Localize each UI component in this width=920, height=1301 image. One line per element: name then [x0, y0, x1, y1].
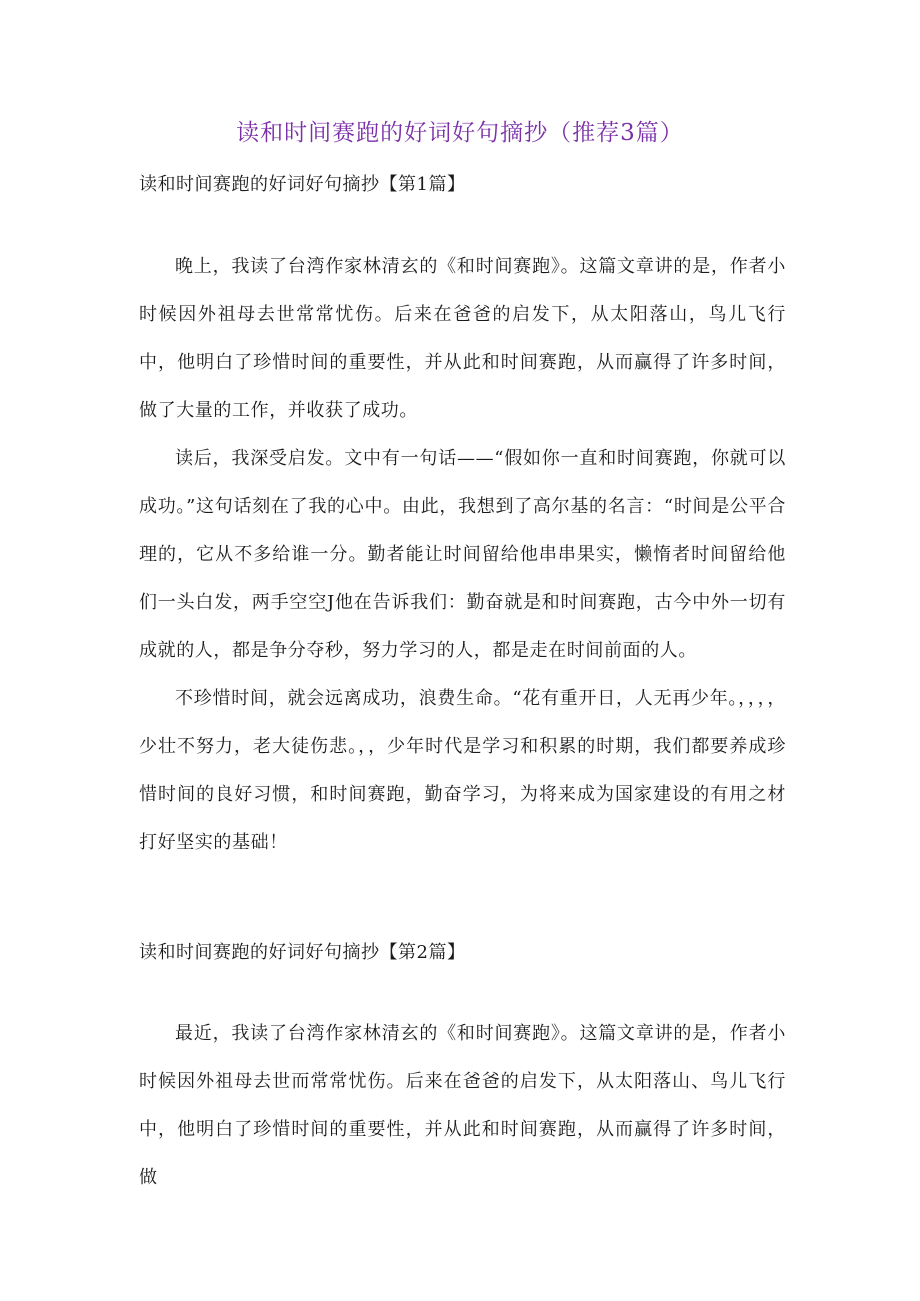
section-heading-2: 读和时间赛跑的好词好句摘抄【第2篇】 — [139, 942, 466, 963]
section-heading-1: 读和时间赛跑的好词好句摘抄【第1篇】 — [139, 174, 466, 195]
paragraph: 晚上，我读了台湾作家林清玄的《和时间赛跑》。这篇文章讲的是，作者小时候因外祖母去世常常忧伤。后来在爸爸的启发下，从太阳落山，鸟儿飞行中，他明白了珍惜时间的重要性，并从此和时间赛跑，从而赢得了许多时间，做了大量的工作，并收获了成功。 — [139, 256, 786, 421]
document-title: 读和时间赛跑的好词好句摘抄（推荐3篇） — [236, 120, 684, 146]
paragraph: 读后，我深受启发。文中有一句话——“假如你一直和时间赛跑，你就可以成功。”这句话刻在了我的心中。由此，我想到了高尔基的名言：“时间是公平合理的，它从不多给谁一分。勤者能让时间留给他串串果实，懒惰者时间留给他们一头白发，两手空空J他在告诉我们：勤奋就是和时间赛跑，古今中外一切有成就的人，都是争分夺秒，努力学习的人，都是走在时间前面的人。 — [139, 448, 786, 661]
paragraph: 不珍惜时间，就会远离成功，浪费生命。“花有重开日，人无再少年。，，，，少壮不努力，老大徒伤悲。，，少年时代是学习和积累的时期，我们都要养成珍惜时间的良好习惯，和时间赛跑，勤奋学习，为将来成为国家建设的有用之材打好坚实的基础！ — [139, 688, 786, 853]
paragraph: 最近，我读了台湾作家林清玄的《和时间赛跑》。这篇文章讲的是，作者小时候因外祖母去世而常常忧伤。后来在爸爸的启发下，从太阳落山、鸟儿飞行中，他明白了珍惜时间的重要性，并从此和时间赛跑，从而赢得了许多时间，做 — [139, 1023, 786, 1188]
